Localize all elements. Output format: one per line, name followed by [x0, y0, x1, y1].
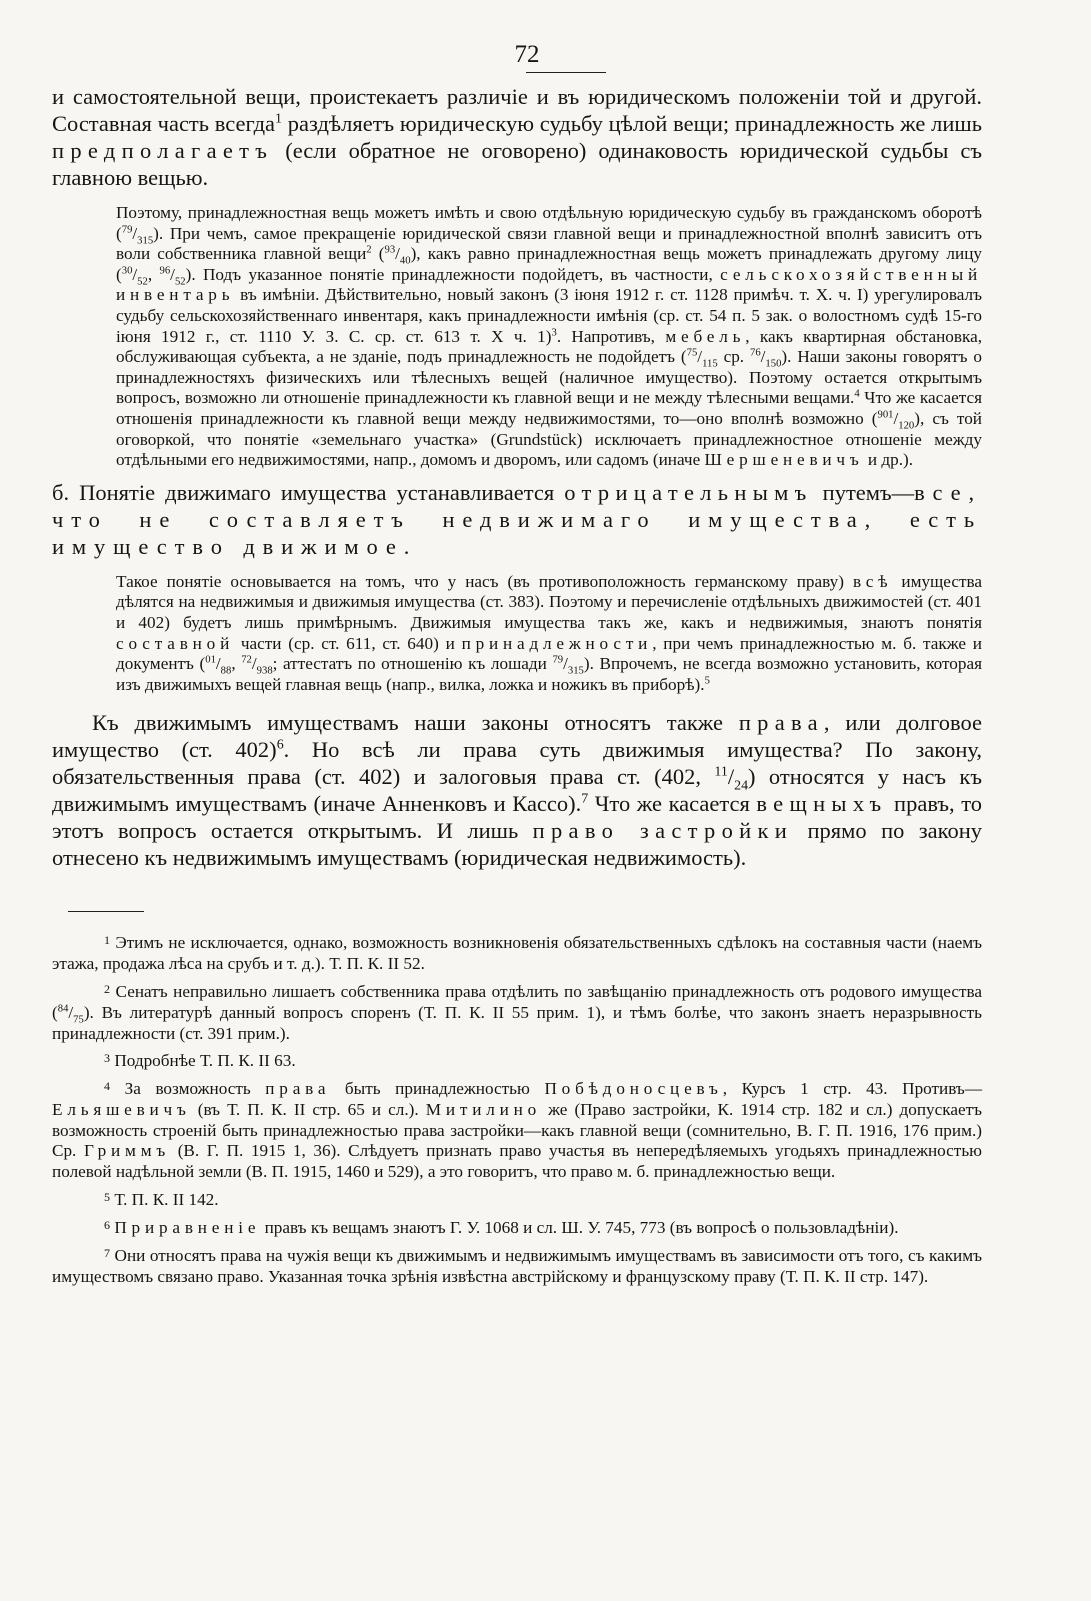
ref-denominator: 150: [765, 358, 782, 370]
spaced-emphasis: права: [265, 1079, 331, 1099]
body-paragraph-3: Къ движимымъ имуществамъ наши законы относятъ также права, или долговое имущество (ст. 402)$^6$. Но всѣ ли права суть движимыя имущества? По закону, обязательственныя права (ст. 402) и залоговыя права ст. (402, $^{11}/_{24}$) относятся у насъ къ движимымъ имуществамъ (иначе Анненковъ и Кассо).$^7$ Что же касается вещныхъ правъ, то этотъ вопросъ остается открытымъ. И лишь право застройки прямо по закону отнесено къ недвижимымъ имуществамъ (юридическая недвижимость).: [52, 710, 982, 871]
footnote-rule: [68, 911, 144, 912]
ref-denominator: 88: [220, 665, 232, 677]
text-run: ; аттестатъ по отношенію къ лошади: [272, 654, 553, 674]
page-number-rule: [526, 72, 606, 73]
ref-numerator: 93: [384, 244, 396, 256]
spaced-emphasis: вещныхъ: [756, 791, 888, 817]
spaced-emphasis: принадлежности: [461, 633, 653, 653]
text-run: Такое понятіе основывается на томъ, что у насъ (въ противоположность германскому праву): [116, 571, 853, 591]
footnote-text: Т. П. К. II 142.: [114, 1190, 219, 1210]
footnote-ref: 4: [854, 388, 860, 400]
text-run: имущества дѣлятся на недвижимыя и движимыя имущества (ст. 383). Поэтому и перечисленіе отдѣльныхъ движимостей (ст. 401 и 402) будетъ лишь примѣрнымъ. Движимыя имущества такъ же, какъ и недвижимыя, знаютъ понятія: [116, 571, 982, 632]
ref-numerator: 11: [714, 764, 728, 780]
spaced-emphasis: Приравненіе: [114, 1217, 261, 1237]
document-page: [52, 40, 982, 1291]
footnote-6: [52, 1215, 982, 1239]
ref-numerator: 01: [205, 654, 216, 666]
spaced-emphasis: право застройки: [532, 818, 794, 844]
text-run: и самостоятельной вещи, проистекаетъ различіе и въ юридическомъ положеніи той и другой. Составная часть всегда: [52, 84, 982, 136]
text-run: и др.).: [863, 450, 914, 470]
footnote-number: 2: [104, 981, 111, 996]
ref-numerator: 76: [749, 347, 761, 359]
ref-denominator: 40: [399, 255, 411, 267]
small-print-note-2: Такое понятіе основывается на томъ, что у насъ (въ противоположность германскому праву) всѣ имущества дѣлятся на недвижимыя и движимыя имущества (ст. 383). Поэтому и перечисленіе отдѣльныхъ движимостей (ст. 401 и 402) будетъ лишь примѣрнымъ. Движимыя имущества такъ же, какъ и недвижимыя, знаютъ понятія составной части (ср. ст. 611, ст. 640) и принадлежности, при чемъ принадлежностью м. б. также и документъ ($^{01}/_{88}$, $^{72}/_{938}$; аттестатъ по отношенію къ лошади $^{79}/_{315}$). Впрочемъ, не всегда возможно установить, которая изъ движимыхъ вещей главная вещь (напр., вилка, ложка и ножикъ въ приборѣ).$^5$: [116, 571, 983, 694]
footnote-text: , Курсъ 1 стр. 43. Противъ—: [722, 1079, 983, 1099]
footnote-1: [52, 930, 982, 975]
text-run: ). При чемъ, самое прекращеніе юридической связи главной вещи и принадлежностной вполнѣ зависитъ отъ воли собственника главной вещи: [116, 223, 982, 264]
spaced-emphasis: Шершеневичъ: [704, 450, 864, 470]
footnote-5: [52, 1187, 982, 1211]
footnote-text: (В. Г. П. 1915 1, 36). Слѣдуетъ признать право участья въ непередѣляемыхъ угодьяхъ принадлежностью полевой надѣльной земли (В. П. 1915, 1460 и 529), а это говоритъ, что право м. б. принадлежностью вещи.: [52, 1141, 982, 1182]
ref-denominator: 52: [174, 276, 186, 288]
text-run: . Напротивъ,: [556, 326, 666, 346]
ref-denominator: 315: [137, 235, 154, 247]
footnote-number: 5: [104, 1189, 111, 1204]
spaced-emphasis: Ельяшевичъ: [52, 1100, 191, 1120]
text-run: .: [403, 533, 410, 559]
text-run: ,: [147, 264, 160, 284]
text-run: Къ движимымъ имуществамъ наши законы относятъ также: [92, 710, 739, 736]
footnote-number: 6: [104, 1217, 111, 1232]
footnote-number: 7: [104, 1245, 111, 1260]
text-run: прямо по закону отнесено къ недвижимымъ имуществамъ (юридическая недвижимость).: [52, 818, 982, 871]
footnote-number: 1: [104, 933, 111, 948]
text-run: путемъ—: [812, 479, 915, 505]
spaced-emphasis: предполагаетъ: [52, 138, 274, 163]
spaced-emphasis: всѣ: [852, 571, 893, 591]
footnote-7: [52, 1243, 982, 1288]
ref-denominator: 52: [137, 276, 148, 288]
ref-numerator: 901: [877, 409, 894, 421]
footnote-text: ). Въ литературѣ данный вопросъ споренъ (Т. П. К. II 55 прим. 1), и тѣмъ болѣе, что законъ знаетъ неразрывность принадлежности (ст. 391 прим.).: [52, 1002, 982, 1043]
page-number: 72: [514, 41, 540, 68]
footnote-4: [52, 1076, 982, 1183]
text-run: ), съ той оговоркой, что понятіе «земельнаго участка» (Grundstück) исключаетъ принадлежностное отношеніе между отдѣльными его недвижимостями, напр., домомъ и дворомъ, или садомъ (иначе: [116, 408, 982, 470]
ref-denominator: 938: [256, 665, 273, 677]
footnote-number: 3: [104, 1051, 111, 1066]
spaced-emphasis: Гриммъ: [83, 1141, 171, 1161]
footnote-text: правъ къ вещамъ знаютъ Г. У. 1068 и сл. Ш. У. 745, 773 (въ вопросѣ о пользовладѣніи).: [260, 1217, 899, 1237]
spaced-emphasis: все, что не составляетъ недвижимаго имущества, есть имущество движимое: [52, 479, 983, 559]
footnote-ref: 1: [275, 111, 283, 127]
footnote-2: $^2$ Сенатъ неправильно лишаетъ собственника права отдѣлить по завѣщанію принадлежность отъ родового имущества $(^{84}/_{75})$. Въ литературѣ данный вопросъ споренъ (Т. П. К. II 55 прим. 1), и тѣмъ болѣе, что законъ знаетъ неразрывность принадлежности (ст. 391 прим.).: [52, 981, 983, 1043]
ref-denominator: 75: [73, 1014, 84, 1026]
footnote-text: (въ Т. П. К. II стр. 65 и сл.).: [190, 1100, 426, 1120]
text-run: Поэтому, принадлежностная вещь можетъ имѣть и свою отдѣльную юридическую судьбу въ гражданскомъ оборотѣ (: [116, 203, 982, 243]
footnote-3: [52, 1048, 982, 1072]
ref-numerator: 75: [686, 347, 698, 359]
footnote-number: 4: [104, 1079, 111, 1094]
footnote-ref: 7: [581, 791, 589, 807]
footnote-text: Сенатъ неправильно лишаетъ собственника права отдѣлить по завѣщанію принадлежность отъ родового имущества (: [52, 982, 983, 1022]
footnote-ref: 6: [276, 737, 284, 753]
text-run: , или долговое имущество (ст. 402): [52, 710, 982, 763]
text-run: ). Впрочемъ, не всегда возможно установить, которая изъ движимыхъ вещей главная вещь (напр., вилка, ложка и ножикъ въ приборѣ).: [116, 654, 983, 694]
ref-denominator: 24: [734, 778, 749, 794]
text-run: правъ, то этотъ вопросъ остается открытымъ. И лишь: [52, 791, 982, 844]
text-run: части (ср. ст. 611, ст. 640) и: [234, 633, 462, 653]
spaced-emphasis: мебель: [665, 326, 746, 346]
footnote-ref: 3: [551, 326, 557, 338]
footnote-text: Подробнѣе Т. П. К. II 63.: [114, 1051, 296, 1071]
footnote-text: Этимъ не исключается, однако, возможность возникновенія обязательственныхъ сдѣлокъ на составныя части (наемъ этажа, продажа лѣса на срубъ и т. д.). Т. П. К. II 52.: [52, 933, 983, 974]
ref-denominator: 115: [702, 358, 718, 370]
text-run: раздѣляетъ юридическую судьбу цѣлой вещи; принадлежность же лишь: [282, 111, 982, 136]
text-run: , при чемъ принадлежностью м. б. также и документъ (: [116, 633, 982, 674]
text-run: ). Подъ указанное понятіе принадлежности подойдетъ, въ частности,: [185, 264, 721, 284]
text-run: ), какъ равно принадлежностная вещь можетъ принадлежать другому лицу (: [116, 244, 982, 284]
ref-numerator: 72: [241, 654, 252, 666]
text-run: ,: [231, 654, 242, 674]
spaced-emphasis: отрицательнымъ: [564, 479, 813, 505]
footnote-text: За возможность: [124, 1079, 266, 1099]
text-run: б. Понятіе движимаго имущества устанавливается: [52, 479, 565, 505]
text-run: , какъ квартирная обстановка, обслуживающая субъекта, а не зданіе, подъ принадлежность не подойдетъ (: [116, 326, 983, 367]
spaced-emphasis: сельскохозяйственный инвентарь: [116, 264, 982, 305]
spaced-emphasis: права: [738, 710, 824, 736]
footnote-text: Они относятъ права на чужія вещи къ движимымъ и недвижимымъ имуществамъ въ зависимости отъ того, съ какимъ имуществомъ связано право. Указанная точка зрѣнія извѣстна австрійскому и французскому праву (Т. П. К. II стр. 147).: [52, 1245, 983, 1286]
ref-numerator: 96: [159, 265, 171, 277]
spaced-emphasis: Побѣдоносцевъ: [544, 1079, 723, 1099]
text-run: (если обратное не оговорено) одинаковость юридической судьбы съ главною вещью.: [52, 138, 982, 190]
ref-denominator: 120: [898, 420, 915, 432]
spaced-emphasis: Митилино: [425, 1100, 542, 1120]
footnote-ref: 5: [704, 674, 710, 686]
footnote-text: же (Право застройки, К. 1914 стр. 182 и сл.) допускаетъ возможность строеній быть принадлежностью права застройки—какъ главной вещи (сомнительно, В. Г. П. 1916, 176 прим.) Ср.: [52, 1100, 982, 1161]
text-run: ). Наши законы говорятъ о принадлежностяхъ физическихъ или тѣлесныхъ вещей (наличное имущество). Поэтому остается открытымъ вопросъ, возможно ли отношеніе принадлежности къ главной вещи и не между тѣлесными вещами.: [116, 347, 982, 408]
ref-denominator: 315: [567, 665, 584, 677]
text-run: . Но всѣ ли права суть движимыя имущества? По закону, обязательственныя права (ст. 402) и залоговыя права ст. (402,: [52, 737, 982, 790]
text-run: въ имѣніи. Дѣйствительно, новый законъ (3 іюня 1912 г. ст. 1128 примѣч. т. X. ч. I) урегулировалъ судьбу сельскохозяйственнаго инвентаря, какъ принадлежности имѣнія (ср. ст. 54 п. 5 зак. о волостномъ судѣ 15-го іюня 1912 г., ст. 1110 У. З. С. ср. ст. 613 т. X ч. 1): [116, 285, 982, 346]
footnote-text: быть принадлежностью: [330, 1079, 545, 1099]
ref-numerator: 79: [121, 223, 133, 235]
spaced-emphasis: составной: [116, 633, 235, 653]
body-paragraph-1: [52, 83, 982, 191]
body-paragraph-2: [52, 479, 982, 560]
ref-numerator: 30: [121, 265, 133, 277]
text-run: Что же касается отношенія принадлежности къ главной вещи между недвижимостями, то—оно вполнѣ возможно (: [116, 388, 982, 428]
ref-numerator: 84: [57, 1003, 69, 1015]
text-run: ) относятся у насъ къ движимымъ имуществамъ (иначе Анненковъ и Кассо).: [52, 764, 982, 817]
small-print-note-1: Поэтому, принадлежностная вещь можетъ имѣть и свою отдѣльную юридическую судьбу въ гражданскомъ оборотѣ $(^{79}/_{315})$. При чемъ, самое прекращеніе юридической связи главной вещи и принадлежностной вполнѣ зависитъ отъ воли собственника главной вещи$^2$ $(^{93}/_{40})$, какъ равно принадлежностная вещь можетъ принадлежать другому лицу ($^{30}/_{52}$, $^{96}/_{52}$). Подъ указанное понятіе принадлежности подойдетъ, въ частности, сельскохозяйственный инвентарь въ имѣніи. Дѣйствительно, новый законъ (3 іюня 1912 г. ст. 1128 примѣч. т. X. ч. I) урегулировалъ судьбу сельскохозяйственнаго инвентаря, какъ принадлежности имѣнія (ср. ст. 54 п. 5 зак. о волостномъ судѣ 15-го іюня 1912 г., ст. 1110 У. З. С. ср. ст. 613 т. X ч. 1)$^3$. Напротивъ, мебель, какъ квартирная обстановка, обслуживающая субъекта, а не зданіе, подъ принадлежность не подойдетъ ($^{75}/_{115}$ ср. $^{76}/_{150}$). Наши законы говорятъ о принадлежностяхъ физическихъ или тѣлесныхъ вещей (наличное имущество). Поэтому остается открытымъ вопросъ, возможно ли отношеніе принадлежности къ главной вещи и не между тѣлесными вещами.$^4$ Что же касается отношенія принадлежности къ главной вещи между недвижимостями, то—оно вполнѣ возможно $(^{901}/_{120})$, съ той оговоркой, что понятіе «земельнаго участка» (Grundstück) исключаетъ принадлежностное отношеніе между отдѣльными его недвижимостями, напр., домомъ и дворомъ, или садомъ (иначе Шершеневичъ и др.).: [116, 203, 983, 470]
text-run: (: [371, 244, 385, 264]
text-run: Что же касается: [588, 791, 757, 817]
text-run: ср.: [717, 347, 750, 367]
ref-numerator: 79: [552, 654, 564, 666]
footnote-ref: 2: [366, 244, 372, 256]
footnotes: [52, 930, 982, 1287]
